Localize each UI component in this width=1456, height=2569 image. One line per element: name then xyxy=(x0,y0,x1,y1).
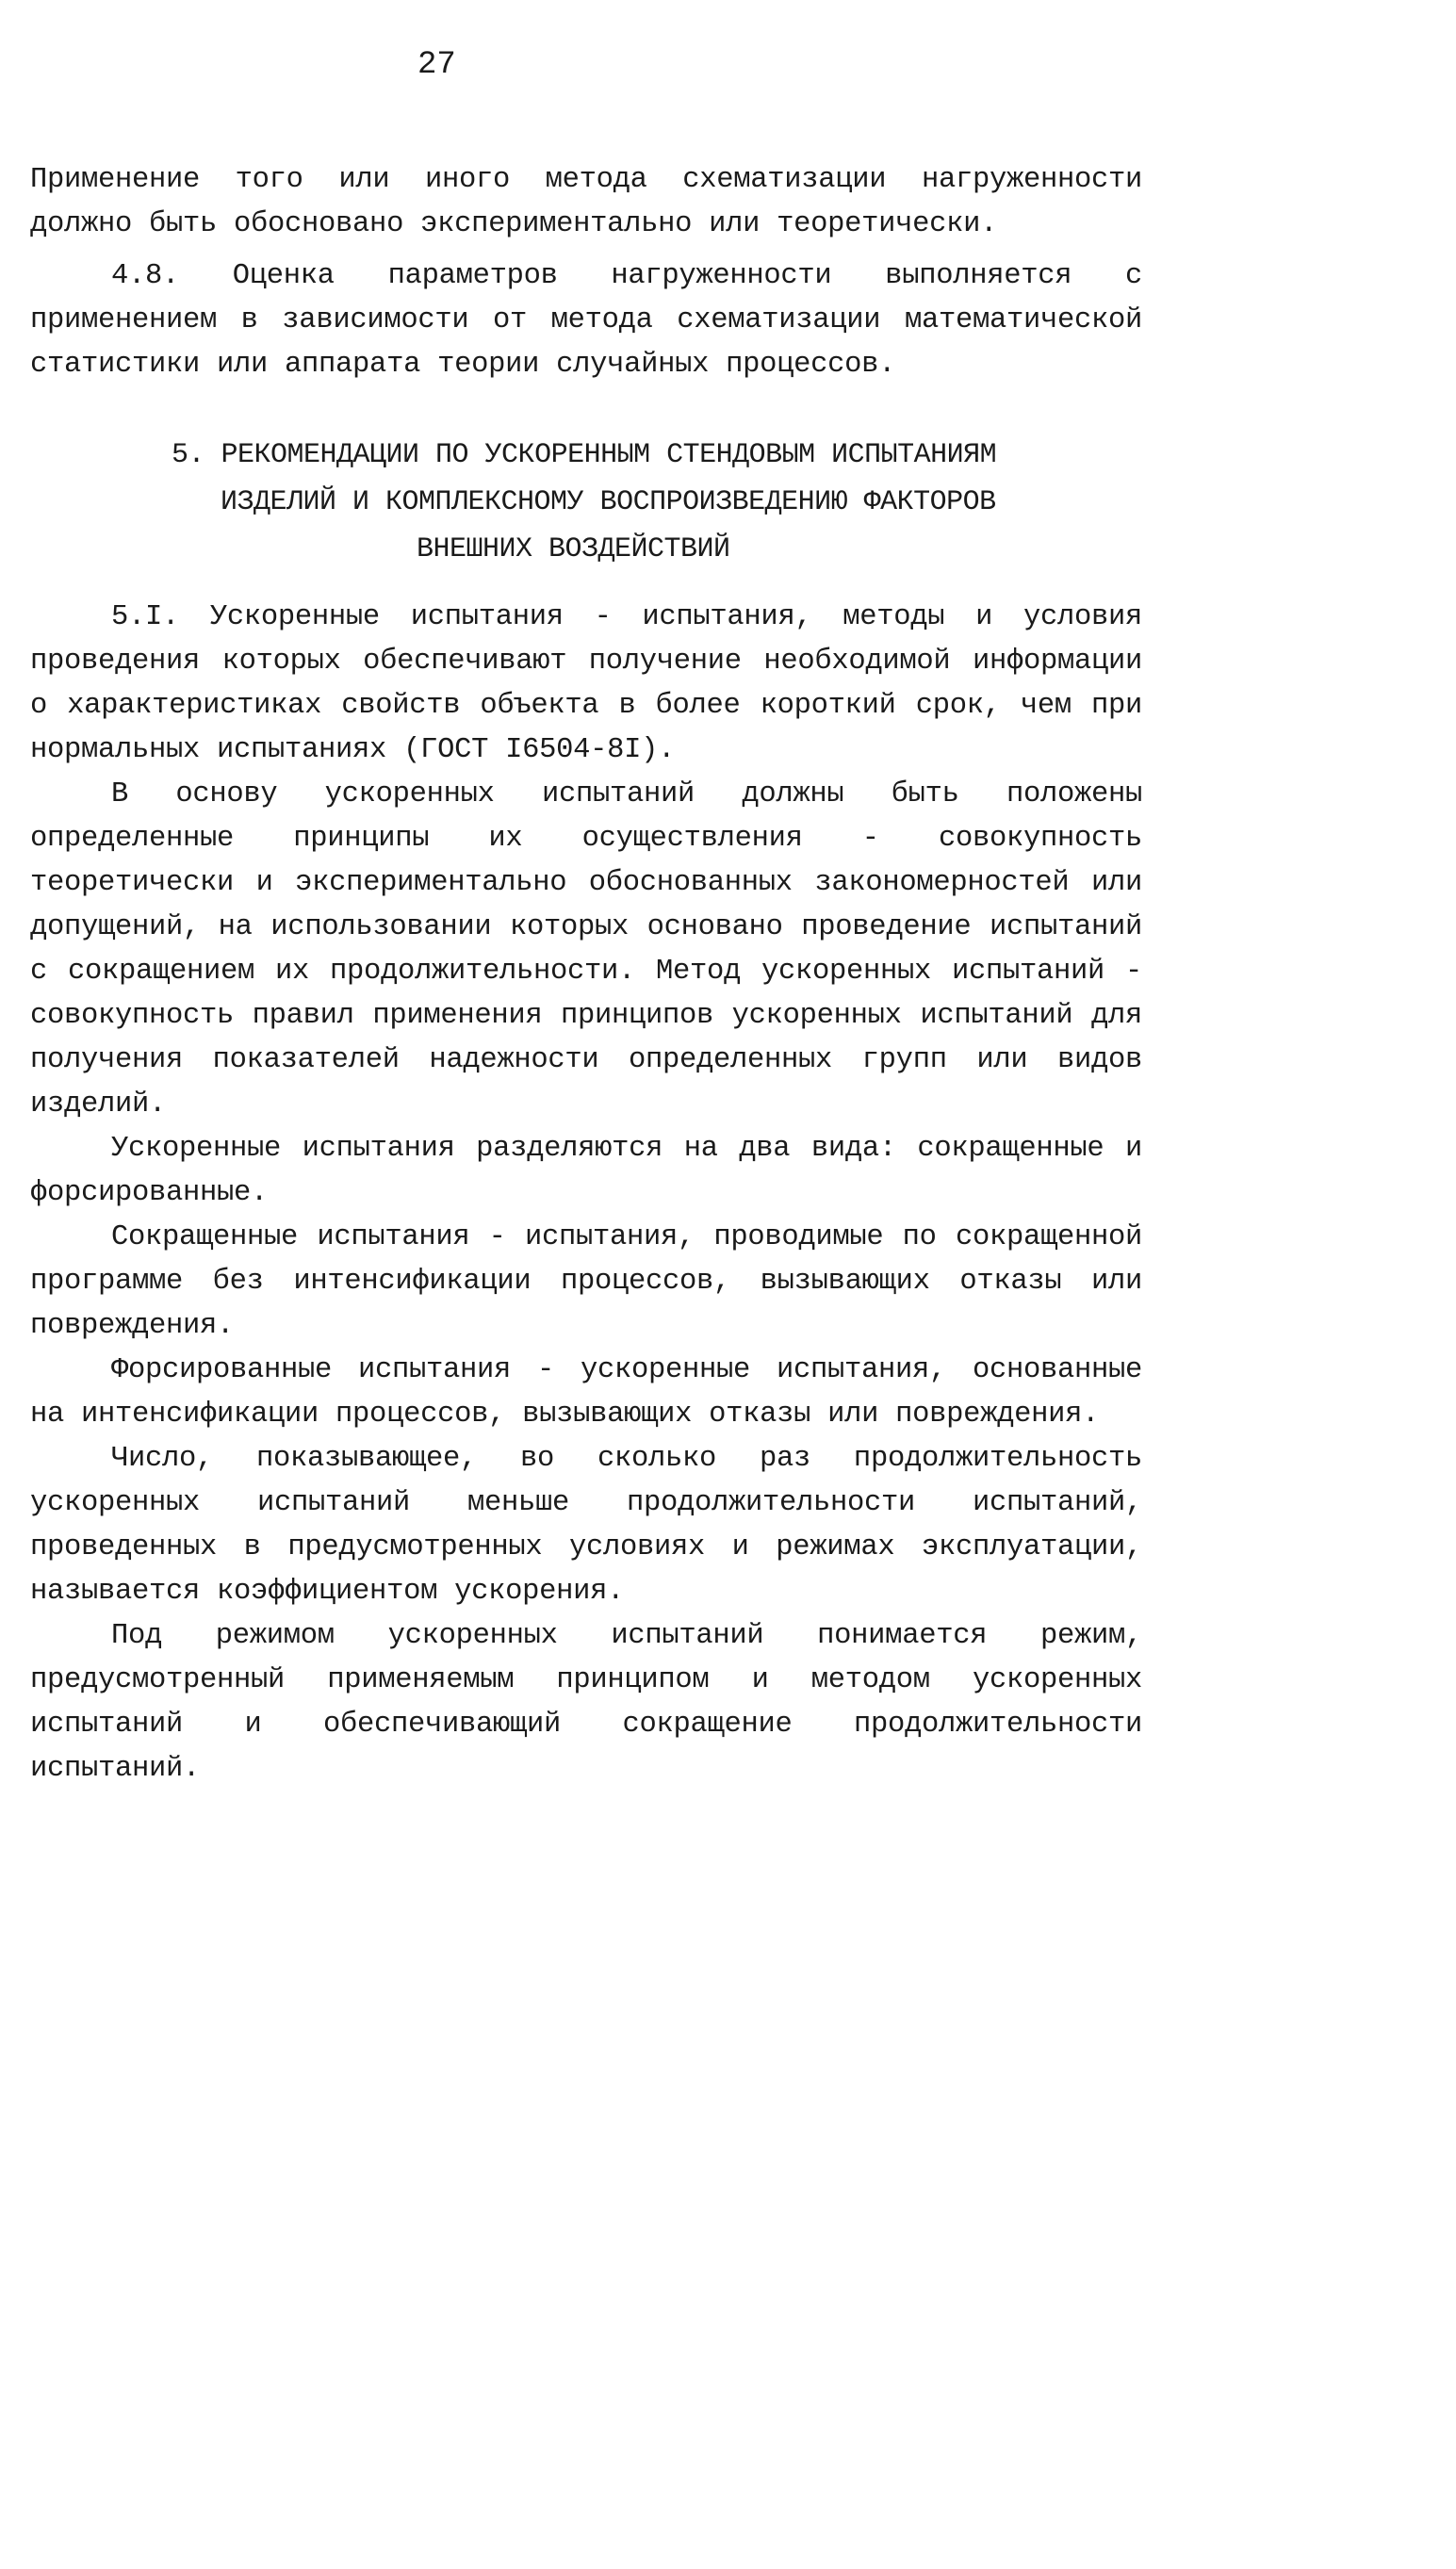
page-number: 27 xyxy=(417,47,456,83)
section-4-text xyxy=(30,158,1142,387)
paragraph-acceleration-coefficient: Число, показывающее, во сколько раз продолжительность ускоренных испытаний меньше продолжительности испытаний, проведенных в предусмотренных условиях и режимах эксплуатации, называется коэффициентом ускорения. xyxy=(30,1443,1142,1608)
heading-line-3: ВНЕШНИХ ВОЗДЕЙСТВИЙ xyxy=(417,533,730,565)
section-5-heading xyxy=(151,432,1093,573)
paragraph-5-1: 5.I. Ускоренные испытания - испытания, методы и условия проведения которых обеспечивают получение необходимой информации о характеристиках свойств объекта в более короткий срок, чем при нормальных испытаниях (ГОСТ I6504-8I). xyxy=(30,601,1142,766)
paragraph-types: Ускоренные испытания разделяются на два вида: сокращенные и форсированные. xyxy=(30,1133,1142,1209)
heading-line-1: 5. РЕКОМЕНДАЦИИ ПО УСКОРЕННЫМ СТЕНДОВЫМ ИСПЫТАНИЯМ xyxy=(172,439,997,471)
section-5-text xyxy=(30,596,1142,1792)
paragraph-forced: Форсированные испытания - ускоренные испытания, основанные на интенсификации процессов, вызывающих отказы или повреждения. xyxy=(30,1354,1142,1431)
paragraph-shortened: Сокращенные испытания - испытания, проводимые по сокращенной программе без интенсификации процессов, вызывающих отказы или повреждения. xyxy=(30,1221,1142,1342)
heading-line-2: ИЗДЕЛИЙ И КОМПЛЕКСНОМУ ВОСПРОИЗВЕДЕНИЮ ФАКТОРОВ xyxy=(221,486,996,518)
paragraph-4-8: 4.8. Оценка параметров нагруженности выполняется с применением в зависимости от метода схематизации математической статистики или аппарата теории случайных процессов. xyxy=(30,260,1142,381)
paragraph-principles: В основу ускоренных испытаний должны быть положены определенные принципы их осуществления - совокупность теоретически и экспериментально обоснованных закономерностей или допущений, на использовании которых основано проведение испытаний с сокращением их продолжительности. Метод ускоренных испытаний - совокупность правил применения принципов ускоренных испытаний для получения показателей надежности определенных групп или видов изделий. xyxy=(30,778,1142,1121)
paragraph-continuation: Применение того или иного метода схематизации нагруженности должно быть обосновано экспериментально или теоретически. xyxy=(30,164,1142,240)
paragraph-accelerated-mode: Под режимом ускоренных испытаний понимается режим, предусмотренный применяемым принципом и методом ускоренных испытаний и обеспечивающий сокращение продолжительности испытаний. xyxy=(30,1620,1142,1785)
